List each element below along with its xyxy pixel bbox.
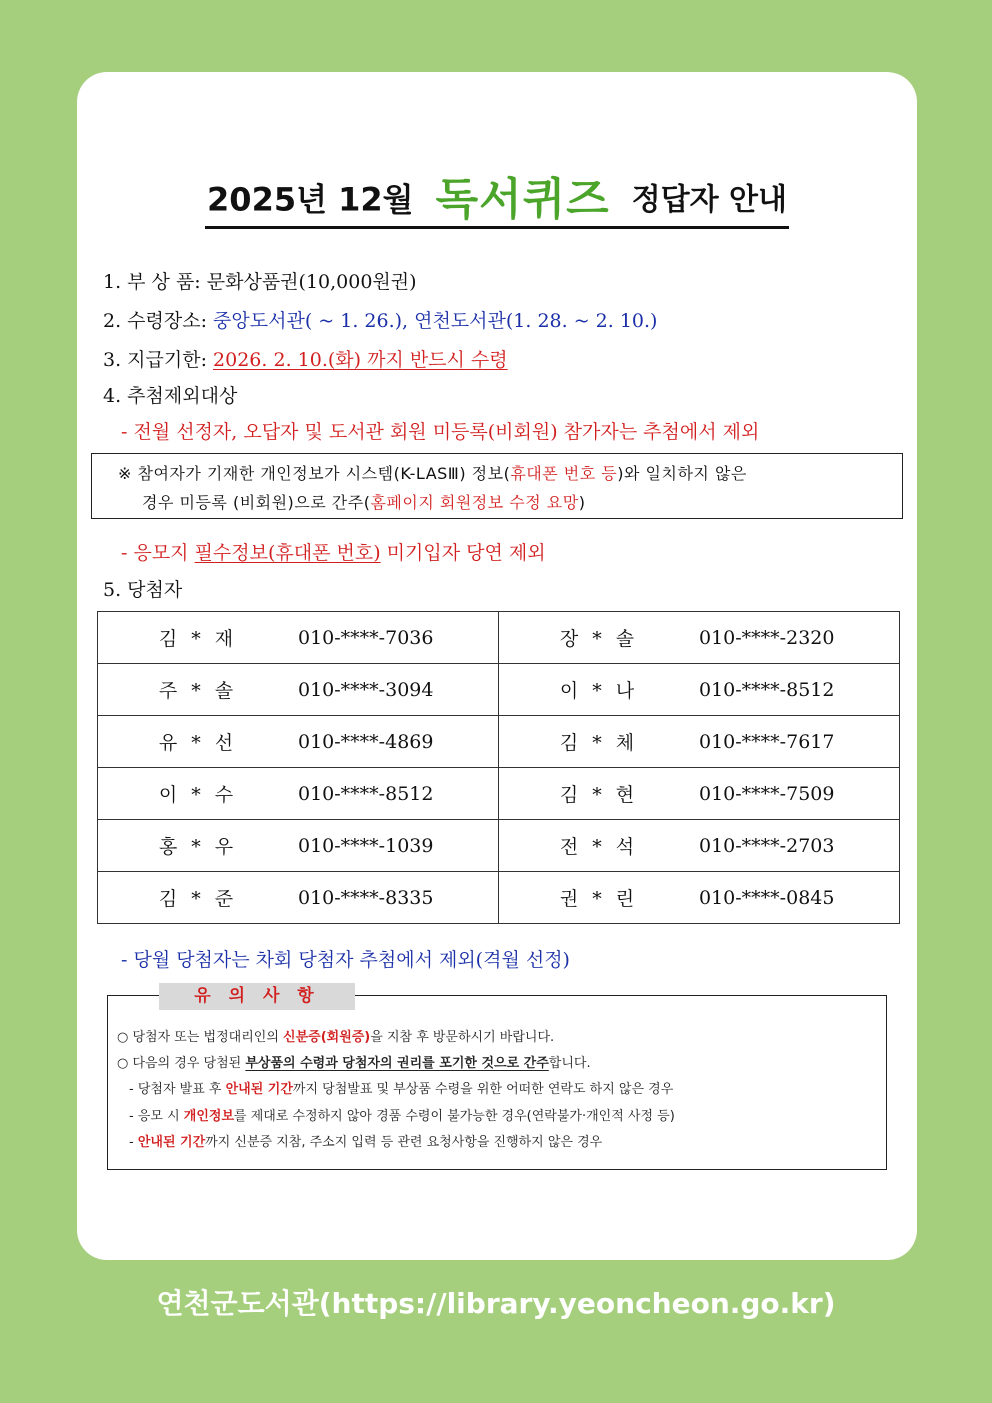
deadline-label: 3. 지급기한:	[103, 349, 207, 371]
exclusion-line: - 전월 선정자, 오답자 및 도서관 회원 미등록(비회원) 참가자는 추첨에서 제외	[121, 421, 760, 443]
winner-phone: 010-****-0845	[699, 872, 900, 924]
place-label: 2. 수령장소:	[103, 310, 207, 332]
caution-item-3: - 당첨자 발표 후 안내된 기간까지 당첨발표 및 부상품 수령을 위한 어떠한 연락도 하지 않은 경우	[129, 1082, 674, 1097]
winner-row	[98, 820, 900, 872]
winner-phone: 010-****-7617	[699, 716, 900, 768]
prize-value: 문화상품권(10,000원권)	[206, 271, 417, 293]
missing-info-line: - 응모지 필수정보(휴대폰 번호) 미기입자 당연 제외	[121, 542, 546, 564]
winner-phone: 010-****-8335	[298, 872, 499, 924]
place-line	[103, 306, 657, 333]
title-suffix: 정답자 안내	[631, 182, 787, 218]
winner-name: 전 * 석	[499, 820, 700, 872]
note-highlight-update: 홈페이지 회원정보 수정 요망	[370, 493, 579, 512]
deadline-line	[103, 345, 508, 372]
caution-title: 유 의 사 항	[159, 983, 355, 1010]
note-line-1: ※ 참여자가 기재한 개인정보가 시스템(K-LASⅢ) 정보(휴대폰 번호 등)와 일치하지 않은	[118, 464, 747, 483]
notice-card	[77, 72, 917, 1260]
caution-item-4: - 응모 시 개인정보를 제대로 수정하지 않아 경품 수령이 불가능한 경우(연락불가·개인적 사정 등)	[129, 1109, 675, 1124]
winner-phone: 010-****-2703	[699, 820, 900, 872]
system-note-box	[91, 453, 903, 519]
note-line-2: 경우 미등록 (비회원)으로 간주(홈페이지 회원정보 수정 요망)	[142, 493, 586, 512]
winner-phone: 010-****-4869	[298, 716, 499, 768]
title-quiz: 독서퀴즈	[435, 174, 610, 225]
winner-name: 유 * 선	[98, 716, 299, 768]
winner-phone: 010-****-8512	[699, 664, 900, 716]
winner-name: 주 * 솔	[98, 664, 299, 716]
winners-table	[97, 611, 900, 924]
winner-name: 권 * 린	[499, 872, 700, 924]
page-title	[77, 176, 917, 229]
winner-phone: 010-****-1039	[298, 820, 499, 872]
winner-name: 장 * 솔	[499, 612, 700, 664]
winner-name: 김 * 체	[499, 716, 700, 768]
winner-row	[98, 716, 900, 768]
winner-row	[98, 872, 900, 924]
caution-item-2: ○ 다음의 경우 당첨된 부상품의 수령과 당첨자의 권리를 포기한 것으로 간주합니다.	[117, 1056, 591, 1071]
place-value: 중앙도서관( ~ 1. 26.), 연천도서관(1. 28. ~ 2. 10.)	[213, 310, 658, 332]
caution-item-5: - 안내된 기간까지 신분증 지참, 주소지 입력 등 관련 요청사항을 진행하지 않은 경우	[129, 1135, 603, 1150]
winner-name: 이 * 수	[98, 768, 299, 820]
winner-phone: 010-****-8512	[298, 768, 499, 820]
winner-name: 이 * 나	[499, 664, 700, 716]
winner-row	[98, 612, 900, 664]
winner-name: 김 * 재	[98, 612, 299, 664]
winner-name: 홍 * 우	[98, 820, 299, 872]
caution-item-1: ○ 당첨자 또는 법정대리인의 신분증(회원증)을 지참 후 방문하시기 바랍니다.	[117, 1030, 555, 1045]
winner-phone: 010-****-7509	[699, 768, 900, 820]
title-date: 2025년 12월	[207, 180, 414, 219]
next-round-note: - 당월 당첨자는 차회 당첨자 추첨에서 제외(격월 선정)	[121, 949, 570, 971]
deadline-value: 2026. 2. 10.(화) 까지 반드시 수령	[213, 349, 508, 371]
footer-library-url: 연천군도서관(https://library.yeoncheon.go.kr)	[156, 1287, 836, 1320]
note-highlight-phone: 휴대폰 번호 등	[510, 464, 618, 483]
winner-phone: 010-****-3094	[298, 664, 499, 716]
winner-name: 김 * 현	[499, 768, 700, 820]
winner-phone: 010-****-2320	[699, 612, 900, 664]
exclusion-label: 4. 추첨제외대상	[103, 385, 238, 407]
prize-label: 1. 부 상 품:	[103, 271, 201, 293]
winner-row	[98, 664, 900, 716]
winner-name: 김 * 준	[98, 872, 299, 924]
winner-phone: 010-****-7036	[298, 612, 499, 664]
prize-line	[103, 267, 417, 294]
winners-label: 5. 당첨자	[103, 579, 183, 601]
missing-info-highlight: 필수정보(휴대폰 번호)	[194, 542, 381, 564]
winner-row	[98, 768, 900, 820]
